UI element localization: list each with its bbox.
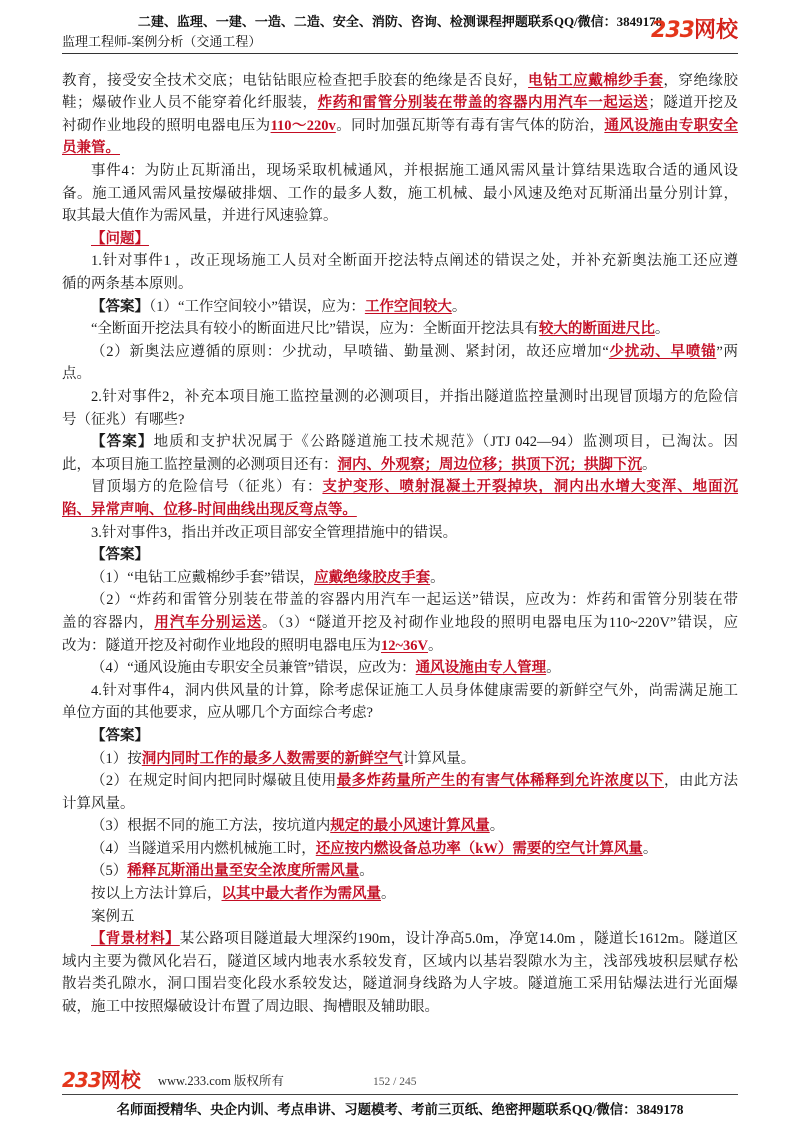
text-run: 某公路项目隧道最大埋深约190m，设计净高5.0m，净宽14.0m ，隧道长1612m。隧道区 — [179, 931, 738, 948]
text-run: （1）“工作空间较小”错误，应为： — [149, 298, 365, 315]
text-run: “全断面开挖法具有较小的断面进尺比”错误，应为：全断面开挖法具有 — [91, 321, 539, 338]
text-run: 。 — [359, 863, 374, 880]
paragraph — [62, 748, 738, 771]
text-line — [62, 589, 738, 612]
text-run: 域内主要为微风化岩石，隧道区域内地表水系较发育，区域内以基岩裂隙水为主，浅部残坡积层赋存松 — [62, 953, 738, 970]
text-line — [62, 296, 738, 319]
paragraph — [62, 770, 738, 815]
highlighted-text: 洞内同时工作的最多人数需要的新鲜空气 — [141, 750, 403, 767]
text-line — [62, 657, 738, 680]
text-run: 。 — [451, 298, 467, 315]
text-line — [62, 228, 738, 251]
paragraph — [62, 680, 738, 725]
answer-label: 【答案】 — [91, 434, 154, 451]
text-run: （4）当隧道采用内燃机械施工时， — [91, 840, 316, 857]
text-run: （3）根据不同的施工方法，按坑道内 — [91, 818, 331, 835]
text-line — [62, 115, 738, 138]
paragraph — [62, 228, 738, 251]
text-run: 此，本项目施工监控量测的必测项目还有： — [62, 456, 338, 473]
answer-label: 【答案】 — [91, 547, 149, 564]
highlighted-text: 洞内、外观察；周边位移；拱顶下沉；拱脚下沉 — [337, 456, 642, 473]
text-line — [62, 544, 738, 567]
text-line — [62, 183, 738, 206]
brand-logo-number: 233 — [651, 18, 694, 43]
footer-copyright: www.233.com 版权所有 — [158, 1074, 284, 1088]
highlighted-text: 通风设施由专人管理 — [415, 660, 547, 677]
header-contact-line: 二建、监理、一建、一造、二造、安全、消防、咨询、检测课程押题联系QQ/微信：3849178 — [137, 14, 663, 29]
text-line — [62, 431, 738, 454]
answer-label: 【答案】 — [91, 298, 149, 315]
highlighted-text: 电钻工应戴棉纱手套 — [528, 72, 664, 89]
paragraph — [62, 725, 738, 748]
paragraph — [62, 341, 738, 386]
brand-logo-text: 网校 — [693, 18, 738, 43]
text-run: 。 — [642, 840, 658, 857]
text-line — [62, 92, 738, 115]
text-line — [62, 567, 738, 590]
highlighted-text: 炸药和雷管分别装在带盖的容器内用汽车一起运送 — [317, 95, 649, 112]
highlighted-text: 工作空间较大 — [364, 298, 452, 315]
text-line — [62, 341, 738, 364]
text-line — [62, 748, 738, 771]
text-line — [62, 499, 738, 522]
header-divider — [62, 53, 738, 54]
paragraph — [62, 567, 738, 590]
brand-logo — [651, 17, 738, 45]
paragraph — [62, 318, 738, 341]
highlighted-text: 最多炸药量所产生的有害气体稀释到允许浓度以下 — [336, 773, 664, 790]
highlighted-text: 用汽车分别运送 — [154, 614, 263, 631]
paragraph — [62, 928, 738, 1018]
text-run: 按以上方法计算后， — [91, 886, 222, 903]
paragraph — [62, 815, 738, 838]
text-line — [62, 815, 738, 838]
text-run: 。 — [654, 321, 670, 338]
paragraph — [62, 160, 738, 228]
text-run: 3.针对事件3，指出并改正项目部安全管理措施中的错误。 — [91, 524, 458, 541]
text-run: 破，施工中按照爆破设计布置了周边眼、掏槽眼及辅助眼。 — [62, 999, 439, 1016]
text-line — [62, 793, 738, 816]
paragraph — [62, 860, 738, 883]
text-run: 盖的容器内， — [62, 614, 155, 631]
text-line — [62, 612, 738, 635]
text-line — [62, 635, 738, 658]
text-run: （2）在规定时间内把同时爆破且使用 — [91, 773, 337, 790]
text-run: 计算风量。 — [402, 750, 476, 767]
highlighted-text: 12~36V — [381, 637, 429, 654]
text-line — [62, 951, 738, 974]
paragraph — [62, 906, 738, 929]
text-line — [62, 386, 738, 409]
text-run: 。 — [489, 818, 505, 835]
text-run: 1.针对事件1 ，改正现场施工人员对全断面开挖法特点阐述的错误之处，并补充新奥法施工还应遵 — [91, 253, 738, 270]
paragraph — [62, 70, 738, 160]
text-line — [62, 409, 738, 432]
text-line — [62, 454, 738, 477]
text-run: 2.针对事件2，补充本项目施工监控量测的必测项目，并指出隧道监控量测时出现冒顶塌方的危险信 — [91, 389, 738, 405]
text-run: 改为：隧道开挖及衬砌作业地段的照明电器电压为 — [62, 637, 381, 654]
text-run: 冒顶塌方的危险信号（征兆）有： — [91, 479, 323, 496]
footer-logo — [62, 1067, 141, 1093]
text-run: 点。 — [62, 366, 91, 383]
highlighted-text: 少扰动、早喷锚 — [608, 343, 717, 360]
page-number: 152 / 245 — [373, 1076, 417, 1088]
paragraph — [62, 589, 738, 657]
text-run: ”两 — [716, 343, 739, 360]
text-run: （2）“炸药和雷管分别装在带盖的容器内用汽车一起运送”错误，应改为：炸药和雷管分别装在带 — [91, 592, 738, 609]
highlighted-text: 员兼管。 — [62, 140, 120, 157]
text-run: 号（征兆）有哪些? — [62, 411, 185, 428]
document-title: 监理工程师-案例分析（交通工程） — [62, 34, 262, 49]
highlighted-text: 【背景材料】 — [91, 931, 180, 948]
text-run: 单位方面的其他要求，应从哪几个方面综合考虑? — [62, 705, 373, 722]
paragraph — [62, 296, 738, 319]
text-line — [62, 205, 738, 228]
footer-contact-line: 名师面授精华、央企内训、考点串讲、习题模考、考前三页纸、绝密押题联系QQ/微信：3849178 — [116, 1102, 684, 1117]
footer-logo-text: 网校 — [100, 1068, 141, 1092]
footer-divider — [62, 1094, 738, 1095]
text-line — [62, 522, 738, 545]
text-run: 。同时加强瓦斯等有毒有害气体的防治， — [335, 117, 605, 134]
text-run: 案例五 — [91, 908, 135, 925]
highlighted-text: 规定的最小风速计算风量 — [330, 818, 490, 835]
text-line — [62, 838, 738, 861]
text-line — [62, 973, 738, 996]
text-run: 鞋；爆破作业人员不能穿着化纤服装， — [62, 95, 318, 112]
text-run: 。 — [642, 456, 657, 473]
text-line — [62, 250, 738, 273]
paragraph — [62, 386, 738, 431]
text-run: 。 — [546, 660, 561, 677]
text-line — [62, 996, 738, 1019]
text-line — [62, 137, 738, 160]
text-run: 事件4：为防止瓦斯涌出，现场采取机械通风，并根据施工通风需风量计算结果选取合适的通风设 — [91, 163, 738, 180]
highlighted-text: 较大的断面进尺比 — [538, 321, 655, 338]
paragraph — [62, 476, 738, 521]
text-line — [62, 928, 738, 951]
text-run: 计算风量。 — [62, 795, 135, 812]
highlighted-text: 以其中最大者作为需风量 — [221, 886, 381, 903]
highlighted-text: 应戴绝缘胶皮手套 — [314, 569, 431, 586]
paragraph — [62, 657, 738, 680]
text-line — [62, 770, 738, 793]
text-line — [62, 476, 738, 499]
text-line — [62, 273, 738, 296]
text-line — [62, 702, 738, 725]
text-run: ；隧道开挖及 — [648, 95, 738, 112]
highlighted-text: 陷、异常声响、位移-时间曲线出现反弯点等。 — [62, 501, 357, 518]
highlighted-text: 通风设施由专职安全 — [604, 117, 739, 134]
text-run: 教育，接受安全技术交底；电钻钻眼应检查把手胶套的绝缘是否良好， — [62, 72, 529, 89]
text-run: 衬砌作业地段的照明电器电压为 — [62, 117, 271, 134]
text-line — [62, 363, 738, 386]
paragraph — [62, 250, 738, 295]
highlighted-text: 稀释瓦斯涌出量至安全浓度所需风量 — [127, 863, 360, 880]
footer-logo-number: 233 — [62, 1068, 101, 1092]
highlighted-text: 支护变形、喷射混凝土开裂掉块，洞内出水增大变浑、地面沉 — [322, 479, 739, 496]
text-run: ，穿绝缘胶 — [663, 72, 739, 89]
text-run: 。 — [428, 637, 443, 654]
text-run: （5） — [91, 863, 128, 880]
highlighted-text: 110～220v — [270, 117, 336, 134]
answer-label: 【答案】 — [91, 727, 149, 744]
highlighted-text: 【问题】 — [91, 230, 149, 247]
text-run: 循的两条基本原则。 — [62, 276, 193, 293]
text-run: 备。施工通风需风量按爆破排烟、工作的最多人数，施工机械、最小风速及绝对瓦斯涌出量分别计算， — [62, 185, 738, 202]
text-run: （4）“通风设施由专职安全员兼管”错误，应改为： — [91, 660, 416, 677]
text-line — [62, 70, 738, 93]
text-run: （1）按 — [91, 750, 142, 767]
text-line — [62, 906, 738, 929]
text-line — [62, 860, 738, 883]
text-run: （2）新奥法应遵循的原则：少扰动，早喷锚、勤量测、紧封闭，故还应增加“ — [91, 343, 609, 360]
highlighted-text: 还应按内燃设备总功率（kW）需要的空气计算风量 — [315, 840, 643, 857]
text-run: ，由此方法 — [664, 773, 739, 790]
text-run: 散岩类孔隙水，洞口围岩变化段水系较发达，隧道洞身线路为人字坡。隧道施工采用钻爆法进行光面爆 — [62, 976, 738, 993]
text-run: 。 — [381, 886, 396, 903]
text-line — [62, 680, 738, 703]
text-run: 4.针对事件4，洞内供风量的计算，除考虑保证施工人员身体健康需要的新鲜空气外，尚需满足施工 — [91, 682, 738, 699]
text-run: 。 — [430, 569, 445, 586]
text-run: 。（3）“隧道开挖及衬砌作业地段的照明电器电压为110~220V”错误，应 — [262, 614, 739, 631]
text-line — [62, 318, 738, 341]
text-run: 地质和支护状况属于《公路隧道施工技术规范》（JTJ 042—94）监测项目，已淘汰。因 — [153, 434, 739, 451]
text-line — [62, 160, 738, 183]
document-body — [62, 70, 738, 1019]
paragraph — [62, 838, 738, 861]
paragraph — [62, 431, 738, 476]
text-line — [62, 725, 738, 748]
paragraph — [62, 544, 738, 567]
paragraph — [62, 883, 738, 906]
text-run: 取其最大值作为需风量，并进行风速验算。 — [62, 208, 338, 225]
text-line — [62, 883, 738, 906]
paragraph — [62, 522, 738, 545]
text-run: （1）“电钻工应戴棉纱手套”错误， — [91, 569, 315, 586]
